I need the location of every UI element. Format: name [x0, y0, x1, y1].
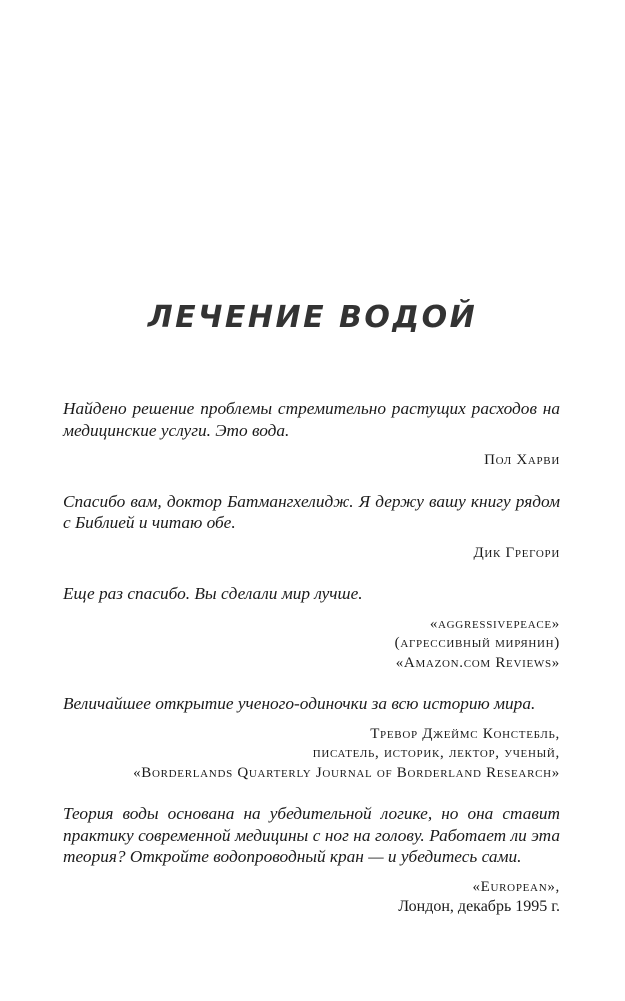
source-line: Тревор Джеймс Констебль,	[370, 725, 560, 742]
quote-source	[63, 878, 560, 917]
testimonial-3	[63, 583, 560, 673]
source-line: «European»,	[472, 878, 560, 895]
testimonial-5	[63, 803, 560, 917]
testimonial-2	[63, 491, 560, 564]
quote-text: Величайшее открытие ученого-одиночки за всю историю мира.	[63, 694, 536, 713]
page-title: ЛЕЧЕНИЕ ВОДОЙ	[147, 300, 478, 335]
source-line: «aggressivepeace»	[429, 615, 560, 632]
testimonials	[63, 398, 560, 937]
source-line: Лондон, декабрь 1995 г.	[398, 898, 560, 915]
quote-text: Спасибо вам, доктор Батмангхелидж. Я держу вашу книгу рядом с Библией и читаю обе.	[63, 491, 560, 532]
testimonial-1	[63, 398, 560, 471]
quote-text: Еще раз спасибо. Вы сделали мир лучше.	[63, 584, 363, 603]
quote-source	[63, 615, 560, 674]
quote-source	[63, 725, 560, 784]
source-line: писатель, историк, лектор, ученый,	[312, 745, 560, 761]
source-line: (агрессивный мирянин)	[394, 635, 560, 651]
quote-text: Теория воды основана на убедительной логике, но она ставит практику современной медицины с ног на голову. Работает ли эта теория? Откройте водопроводный кран — и убедитесь сами.	[63, 804, 560, 866]
testimonial-4	[63, 693, 560, 783]
source-line: Дик Грегори	[473, 544, 560, 561]
source-line: «Borderlands Quarterly Journal of Borderland Research»	[133, 764, 560, 781]
source-line: Пол Харви	[484, 452, 560, 468]
source-line: «Amazon.com Reviews»	[395, 654, 560, 671]
quote-source	[63, 451, 560, 471]
quote-source	[63, 544, 560, 564]
quote-text: Найдено решение проблемы стремительно растущих расходов на медицинские услуги. Это вода.	[63, 399, 560, 440]
